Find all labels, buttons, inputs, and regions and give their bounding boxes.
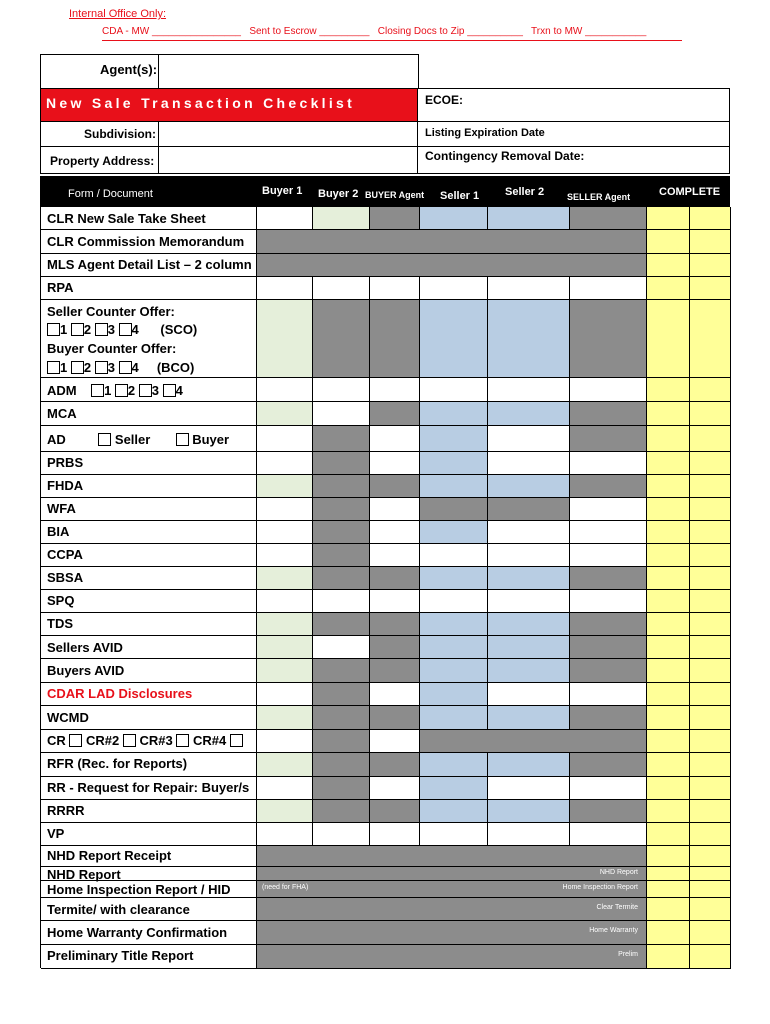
check-cell[interactable] <box>488 300 570 378</box>
note-nhd-report: NHD Report <box>599 869 638 876</box>
row-label-buyers-avid: Buyers AVID <box>47 663 125 678</box>
complete-cell[interactable] <box>690 498 731 521</box>
complete-cell[interactable] <box>690 945 731 969</box>
check-cell[interactable] <box>257 730 313 753</box>
ecoe-box[interactable] <box>418 88 730 122</box>
complete-cell[interactable] <box>690 254 731 277</box>
check-cell[interactable] <box>257 636 313 659</box>
complete-cell[interactable] <box>647 590 690 613</box>
row-label-vp: VP <box>47 826 65 841</box>
check-cell <box>570 636 647 659</box>
check-cell[interactable] <box>420 567 488 590</box>
check-cell[interactable] <box>257 426 313 452</box>
check-cell[interactable] <box>488 402 570 426</box>
check-cell[interactable] <box>570 277 647 300</box>
check-cell <box>370 207 420 230</box>
complete-cell[interactable] <box>647 613 690 636</box>
complete-cell[interactable] <box>690 521 731 544</box>
row-label-nhd-receipt: NHD Report Receipt <box>47 848 172 863</box>
check-cell[interactable] <box>370 823 420 846</box>
complete-cell[interactable] <box>647 207 690 230</box>
merged-dark-cell <box>257 867 647 881</box>
check-cell[interactable] <box>257 378 313 402</box>
adm-checkbox-2[interactable] <box>115 384 128 397</box>
complete-cell[interactable] <box>690 867 731 881</box>
check-cell[interactable] <box>313 823 370 846</box>
check-cell[interactable] <box>420 475 488 498</box>
check-cell[interactable] <box>420 777 488 800</box>
row-label-cr: CR CR#2 CR#3 CR#4 <box>47 733 243 748</box>
complete-cell[interactable] <box>690 613 731 636</box>
check-cell <box>313 544 370 567</box>
check-cell[interactable] <box>257 277 313 300</box>
merged-dark-cell <box>420 730 647 753</box>
row-label-cdar: CDAR LAD Disclosures <box>47 686 193 701</box>
complete-cell[interactable] <box>647 800 690 823</box>
merged-dark-cell <box>257 230 647 254</box>
check-cell[interactable] <box>420 823 488 846</box>
complete-cell[interactable] <box>690 898 731 921</box>
complete-cell[interactable] <box>647 567 690 590</box>
check-cell[interactable] <box>257 207 313 230</box>
complete-cell[interactable] <box>690 659 731 683</box>
check-cell[interactable] <box>370 426 420 452</box>
check-cell <box>370 800 420 823</box>
property-field[interactable] <box>158 147 418 174</box>
complete-cell[interactable] <box>690 823 731 846</box>
check-cell[interactable] <box>570 521 647 544</box>
row-label-clr-commission: CLR Commission Memorandum <box>47 234 245 249</box>
check-cell[interactable] <box>488 567 570 590</box>
row-label-spq: SPQ <box>47 593 75 608</box>
check-cell <box>313 521 370 544</box>
check-cell[interactable] <box>257 544 313 567</box>
check-cell <box>370 636 420 659</box>
complete-cell[interactable] <box>647 846 690 867</box>
col-buyer2: Buyer 2 <box>318 188 359 200</box>
check-cell <box>313 777 370 800</box>
col-seller2: Seller 2 <box>505 186 545 198</box>
check-cell[interactable] <box>420 544 488 567</box>
closing-docs-blank[interactable]: __________ <box>467 26 523 37</box>
check-cell <box>313 567 370 590</box>
note-prelim: Prelim <box>618 951 638 958</box>
merged-dark-cell <box>257 254 647 277</box>
check-cell[interactable] <box>257 659 313 683</box>
office-line <box>102 26 682 41</box>
check-cell[interactable] <box>370 683 420 706</box>
check-cell[interactable] <box>488 659 570 683</box>
check-cell <box>370 300 420 378</box>
internal-office-heading: Internal Office Only: <box>69 8 167 20</box>
cr2-checkbox[interactable] <box>123 734 136 747</box>
check-cell <box>370 475 420 498</box>
row-label-clr-take-sheet: CLR New Sale Take Sheet <box>47 211 206 226</box>
check-cell[interactable] <box>420 753 488 777</box>
check-cell[interactable] <box>420 706 488 730</box>
complete-cell[interactable] <box>647 730 690 753</box>
row-label-hid: Home Inspection Report / HID <box>47 882 231 897</box>
check-cell[interactable] <box>420 207 488 230</box>
row-label-seller-counter: Seller Counter Offer: <box>47 304 175 319</box>
complete-cell[interactable] <box>647 254 690 277</box>
sco-options: 1 2 3 4 (SCO) <box>47 322 197 337</box>
bco-checkbox-3[interactable] <box>95 361 108 374</box>
complete-cell[interactable] <box>690 753 731 777</box>
complete-cell[interactable] <box>690 300 731 378</box>
check-cell <box>313 659 370 683</box>
merged-dark-cell <box>257 945 647 969</box>
ad-buyer-checkbox[interactable] <box>176 433 189 446</box>
ecoe-label: ECOE: <box>425 93 464 107</box>
check-cell[interactable] <box>488 277 570 300</box>
check-cell[interactable] <box>488 613 570 636</box>
complete-cell[interactable] <box>690 426 731 452</box>
check-cell[interactable] <box>570 823 647 846</box>
complete-cell[interactable] <box>647 544 690 567</box>
complete-cell[interactable] <box>690 846 731 867</box>
check-cell[interactable] <box>570 452 647 475</box>
col-buyer1: Buyer 1 <box>262 185 303 197</box>
complete-cell[interactable] <box>690 590 731 613</box>
adm-checkbox-4[interactable] <box>163 384 176 397</box>
complete-cell[interactable] <box>690 544 731 567</box>
merged-dark-cell <box>257 846 647 867</box>
note-home-warranty: Home Warranty <box>589 927 638 934</box>
form-name-cell[interactable] <box>41 613 257 636</box>
check-cell[interactable] <box>370 452 420 475</box>
check-cell[interactable] <box>257 613 313 636</box>
check-cell <box>570 475 647 498</box>
check-cell[interactable] <box>488 706 570 730</box>
complete-cell[interactable] <box>647 777 690 800</box>
agents-label: Agent(s): <box>100 62 158 77</box>
note-need-for-fha: (need for FHA) <box>262 884 309 891</box>
check-cell[interactable] <box>370 590 420 613</box>
complete-cell[interactable] <box>690 475 731 498</box>
check-cell <box>313 498 370 521</box>
ad-seller-checkbox[interactable] <box>98 433 111 446</box>
bco-options: 1 2 3 4 (BCO) <box>47 360 194 375</box>
complete-cell[interactable] <box>690 277 731 300</box>
complete-cell[interactable] <box>690 921 731 945</box>
note-clear-termite: Clear Termite <box>596 904 638 911</box>
row-label-rfr: RFR (Rec. for Reports) <box>47 756 188 771</box>
row-label-bia: BIA <box>47 524 70 539</box>
check-cell[interactable] <box>570 683 647 706</box>
complete-cell[interactable] <box>647 823 690 846</box>
row-label-warranty: Home Warranty Confirmation <box>47 925 228 940</box>
row-label-buyer-counter: Buyer Counter Offer: <box>47 341 177 356</box>
check-cell <box>313 426 370 452</box>
check-cell <box>370 613 420 636</box>
contingency-removal-label: Contingency Removal Date: <box>425 149 585 163</box>
complete-cell[interactable] <box>690 800 731 823</box>
sco-checkbox-1[interactable] <box>47 323 60 336</box>
check-cell[interactable] <box>420 613 488 636</box>
check-cell[interactable] <box>257 300 313 378</box>
check-cell <box>420 498 488 521</box>
complete-cell[interactable] <box>647 898 690 921</box>
complete-cell[interactable] <box>690 683 731 706</box>
complete-cell[interactable] <box>647 498 690 521</box>
check-cell[interactable] <box>570 544 647 567</box>
sco-checkbox-3[interactable] <box>95 323 108 336</box>
row-label-prbs: PRBS <box>47 455 84 470</box>
check-cell[interactable] <box>370 277 420 300</box>
sco-checkbox-4[interactable] <box>119 323 132 336</box>
check-cell[interactable] <box>420 277 488 300</box>
check-cell[interactable] <box>257 402 313 426</box>
complete-cell[interactable] <box>690 706 731 730</box>
row-label-rrrr: RRRR <box>47 803 85 818</box>
row-label-prelim-title: Preliminary Title Report <box>47 948 194 963</box>
check-cell[interactable] <box>488 800 570 823</box>
check-cell[interactable] <box>488 753 570 777</box>
complete-cell[interactable] <box>647 659 690 683</box>
check-cell <box>313 452 370 475</box>
complete-cell[interactable] <box>647 277 690 300</box>
form-name-cell[interactable] <box>41 521 257 544</box>
row-label-wcmd: WCMD <box>47 710 89 725</box>
check-cell <box>570 800 647 823</box>
merged-dark-cell <box>257 898 647 921</box>
check-cell <box>370 753 420 777</box>
check-cell[interactable] <box>370 544 420 567</box>
complete-cell[interactable] <box>647 881 690 898</box>
agents-field[interactable] <box>158 54 419 89</box>
check-cell <box>370 659 420 683</box>
check-cell[interactable] <box>488 426 570 452</box>
check-cell[interactable] <box>370 730 420 753</box>
adm-checkbox-3[interactable] <box>139 384 152 397</box>
complete-cell[interactable] <box>690 777 731 800</box>
property-address-label: Property Address: <box>50 154 155 168</box>
check-cell[interactable] <box>488 823 570 846</box>
sco-checkbox-2[interactable] <box>71 323 84 336</box>
complete-cell[interactable] <box>647 867 690 881</box>
complete-cell[interactable] <box>647 753 690 777</box>
check-cell[interactable] <box>488 207 570 230</box>
check-cell[interactable] <box>257 590 313 613</box>
col-seller1: Seller 1 <box>440 190 480 202</box>
complete-cell[interactable] <box>690 207 731 230</box>
complete-cell[interactable] <box>647 230 690 254</box>
check-cell[interactable] <box>257 683 313 706</box>
check-cell[interactable] <box>488 452 570 475</box>
row-label-tds: TDS <box>47 616 73 631</box>
row-label-rr: RR - Request for Repair: Buyer/s <box>47 780 250 795</box>
form-title: New Sale Transaction Checklist <box>46 95 356 111</box>
listing-expiration-label: Listing Expiration Date <box>425 127 545 139</box>
bco-checkbox-1[interactable] <box>47 361 60 374</box>
check-cell <box>570 426 647 452</box>
check-cell[interactable] <box>488 590 570 613</box>
check-cell[interactable] <box>488 683 570 706</box>
row-label-sellers-avid: Sellers AVID <box>47 640 123 655</box>
check-cell <box>488 498 570 521</box>
check-cell[interactable] <box>370 777 420 800</box>
row-label-mca: MCA <box>47 406 77 421</box>
col-complete: COMPLETE <box>659 186 721 198</box>
row-label-ccpa: CCPA <box>47 547 83 562</box>
check-cell[interactable] <box>488 544 570 567</box>
row-label-sbsa: SBSA <box>47 570 84 585</box>
check-cell[interactable] <box>420 590 488 613</box>
complete-cell[interactable] <box>690 452 731 475</box>
check-cell <box>570 753 647 777</box>
check-cell[interactable] <box>313 590 370 613</box>
check-cell <box>570 613 647 636</box>
check-cell[interactable] <box>420 402 488 426</box>
col-seller-agent: SELLER Agent <box>567 192 631 202</box>
check-cell <box>570 706 647 730</box>
check-cell[interactable] <box>570 590 647 613</box>
check-cell <box>370 706 420 730</box>
check-cell[interactable] <box>257 452 313 475</box>
check-cell[interactable] <box>257 823 313 846</box>
note-home-inspection: Home Inspection Report <box>562 884 638 891</box>
complete-cell[interactable] <box>647 426 690 452</box>
check-cell[interactable] <box>313 378 370 402</box>
check-cell[interactable] <box>570 777 647 800</box>
check-cell[interactable] <box>257 521 313 544</box>
check-cell[interactable] <box>257 498 313 521</box>
check-cell <box>313 730 370 753</box>
check-cell[interactable] <box>313 402 370 426</box>
check-cell <box>570 567 647 590</box>
complete-cell[interactable] <box>690 402 731 426</box>
check-cell <box>570 300 647 378</box>
check-cell[interactable] <box>257 475 313 498</box>
check-cell[interactable] <box>370 498 420 521</box>
row-label-fhda: FHDA <box>47 478 84 493</box>
complete-cell[interactable] <box>647 402 690 426</box>
check-cell <box>570 659 647 683</box>
check-cell[interactable] <box>488 378 570 402</box>
check-cell[interactable] <box>257 777 313 800</box>
sent-to-escrow-blank[interactable]: _________ <box>319 26 370 37</box>
check-cell[interactable] <box>420 452 488 475</box>
row-label-rpa: RPA <box>47 280 74 295</box>
check-cell[interactable] <box>420 521 488 544</box>
check-cell[interactable] <box>313 277 370 300</box>
check-cell[interactable] <box>420 800 488 823</box>
check-cell[interactable] <box>420 636 488 659</box>
complete-cell[interactable] <box>690 881 731 898</box>
check-cell[interactable] <box>257 800 313 823</box>
check-cell[interactable] <box>420 300 488 378</box>
complete-cell[interactable] <box>647 521 690 544</box>
complete-cell[interactable] <box>647 921 690 945</box>
check-cell[interactable] <box>257 706 313 730</box>
form-name-cell[interactable] <box>41 823 257 846</box>
check-cell[interactable] <box>570 378 647 402</box>
check-cell <box>313 613 370 636</box>
row-label-ad: AD Seller Buyer <box>47 432 230 447</box>
check-cell[interactable] <box>488 475 570 498</box>
bco-checkbox-2[interactable] <box>71 361 84 374</box>
row-label-termite: Termite/ with clearance <box>47 902 190 917</box>
cr-checkbox[interactable] <box>69 734 82 747</box>
adm-checkbox-1[interactable] <box>91 384 104 397</box>
check-cell[interactable] <box>313 207 370 230</box>
complete-cell[interactable] <box>647 475 690 498</box>
check-cell <box>313 475 370 498</box>
complete-cell[interactable] <box>690 636 731 659</box>
check-cell <box>313 300 370 378</box>
cr4-checkbox[interactable] <box>230 734 243 747</box>
cr3-checkbox[interactable] <box>176 734 189 747</box>
check-cell <box>313 706 370 730</box>
check-cell[interactable] <box>257 753 313 777</box>
row-label-nhd-report: NHD Report <box>47 867 121 882</box>
closing-docs-label: Closing Docs to Zip <box>377 26 465 37</box>
row-label-mls-detail: MLS Agent Detail List – 2 column <box>47 257 252 272</box>
subdivision-field[interactable] <box>158 122 418 147</box>
check-cell <box>570 207 647 230</box>
check-cell <box>313 800 370 823</box>
col-form-document: Form / Document <box>68 188 153 200</box>
cda-mw-blank[interactable]: ________________ <box>152 26 241 37</box>
complete-cell[interactable] <box>690 730 731 753</box>
trxn-to-mw-blank[interactable]: ___________ <box>585 26 647 37</box>
check-cell <box>370 402 420 426</box>
check-cell <box>313 683 370 706</box>
check-cell[interactable] <box>420 659 488 683</box>
row-label-adm: ADM 1 2 3 4 <box>47 383 183 398</box>
check-cell <box>313 753 370 777</box>
complete-cell[interactable] <box>647 452 690 475</box>
complete-cell[interactable] <box>647 706 690 730</box>
check-cell[interactable] <box>370 378 420 402</box>
complete-cell[interactable] <box>690 230 731 254</box>
check-cell <box>570 402 647 426</box>
check-cell <box>370 567 420 590</box>
check-cell[interactable] <box>488 777 570 800</box>
complete-cell[interactable] <box>647 636 690 659</box>
col-buyer-agent: BUYER Agent <box>365 190 425 200</box>
check-cell[interactable] <box>488 521 570 544</box>
sent-to-escrow-label: Sent to Escrow <box>249 26 317 37</box>
check-cell[interactable] <box>257 567 313 590</box>
check-cell[interactable] <box>488 636 570 659</box>
check-cell[interactable] <box>420 426 488 452</box>
subdivision-label: Subdivision: <box>84 127 156 141</box>
check-cell[interactable] <box>420 683 488 706</box>
complete-cell[interactable] <box>647 378 690 402</box>
cda-mw-label: CDA - MW <box>102 26 150 37</box>
complete-cell[interactable] <box>647 945 690 969</box>
complete-cell[interactable] <box>690 378 731 402</box>
row-label-wfa: WFA <box>47 501 76 516</box>
trxn-to-mw-label: Trxn to MW <box>531 26 583 37</box>
complete-cell[interactable] <box>690 567 731 590</box>
check-cell[interactable] <box>420 378 488 402</box>
bco-checkbox-4[interactable] <box>119 361 132 374</box>
complete-cell[interactable] <box>647 683 690 706</box>
check-cell[interactable] <box>313 636 370 659</box>
check-cell[interactable] <box>370 521 420 544</box>
complete-cell[interactable] <box>647 300 690 378</box>
check-cell[interactable] <box>570 498 647 521</box>
